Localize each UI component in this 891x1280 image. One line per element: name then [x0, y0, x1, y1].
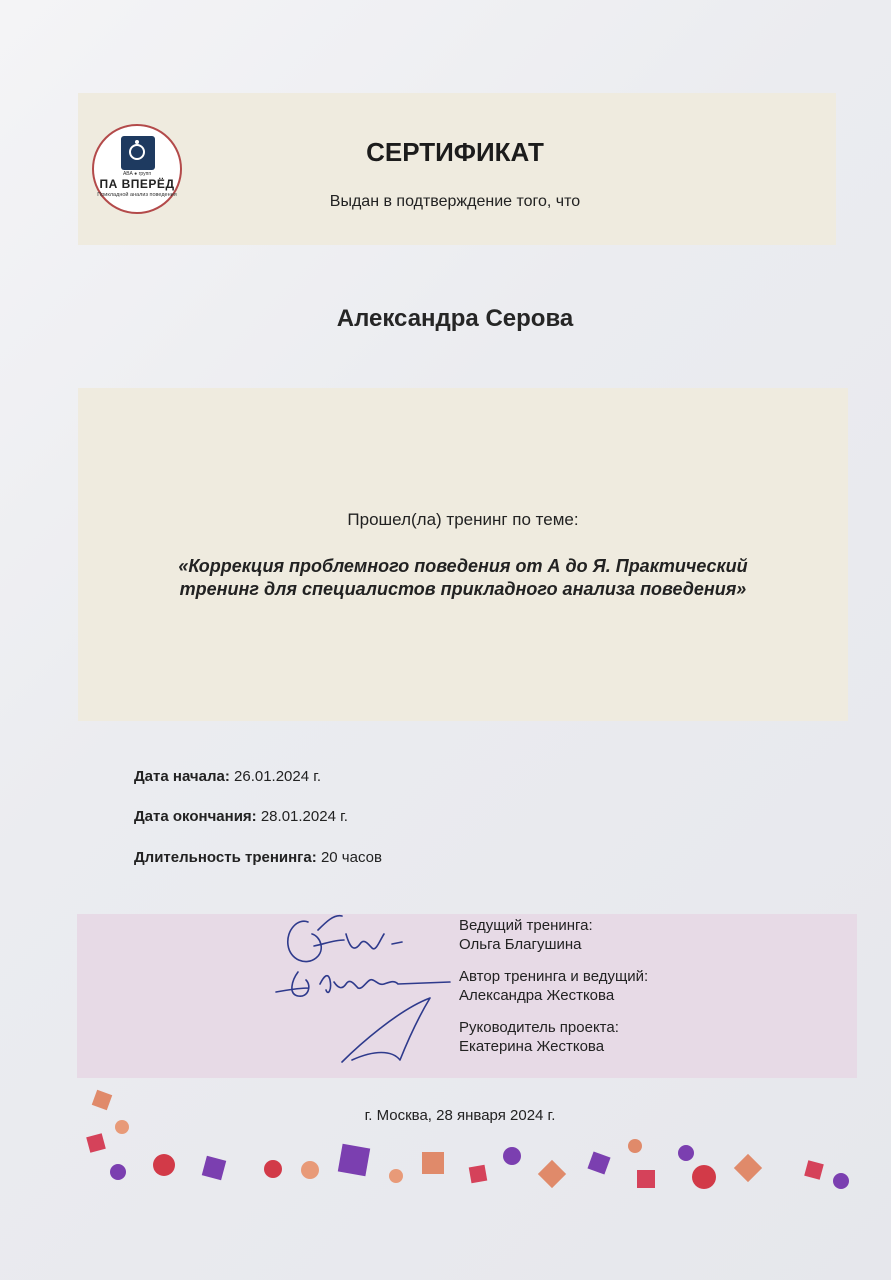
signatory-3-role: Руководитель проекта: [459, 1019, 619, 1036]
duration-row [134, 849, 382, 866]
training-topic-line-2: тренинг для специалистов прикладного анализа поведения» [179, 579, 747, 599]
signatory-2-name: Александра Жесткова [459, 987, 615, 1004]
logo [92, 124, 182, 214]
signature-1 [288, 916, 402, 962]
start-date-value: 26.01.2024 г. [234, 768, 322, 785]
signatory-3 [459, 1018, 619, 1056]
recipient-name: Александра Серова [336, 305, 574, 332]
signatory-2-role: Автор тренинга и ведущий: [459, 968, 649, 985]
signature-2 [276, 972, 450, 996]
header-band [78, 93, 836, 245]
signature-3 [342, 998, 430, 1062]
signatory-1-role: Ведущий тренинга: [459, 917, 593, 934]
duration-label: Длительность тренинга: [134, 849, 317, 866]
end-date-label: Дата окончания: [134, 808, 257, 825]
logo-subtitle: Прикладной анализ поведения [97, 192, 177, 198]
end-date-row [134, 808, 348, 825]
signatory-1-name: Ольга Благушина [459, 936, 582, 953]
start-date-row [134, 768, 321, 785]
training-topic-line-1: «Коррекция проблемного поведения от А до Я. Практический [178, 556, 748, 576]
confetti-decoration [0, 1080, 891, 1200]
duration-value: 20 часов [320, 849, 382, 866]
handwritten-signatures [268, 900, 453, 1075]
logo-small-text: АВА ● групп [122, 171, 152, 177]
end-date-value: 28.01.2024 г. [260, 808, 348, 825]
certificate-title: СЕРТИФИКАТ [366, 137, 544, 167]
issued-text: Выдан в подтверждение того, что [329, 193, 581, 210]
start-date-label: Дата начала: [134, 768, 230, 785]
training-topic [130, 555, 796, 601]
training-label: Прошел(ла) тренинг по теме: [347, 510, 579, 529]
signatory-2 [459, 967, 648, 1005]
signatory-1 [459, 916, 593, 954]
logo-emblem-icon [121, 136, 155, 170]
signatory-3-name: Екатерина Жесткова [459, 1038, 605, 1055]
city-date: г. Москва, 28 января 2024 г. [364, 1107, 556, 1124]
logo-name: ПА ВПЕРЁД [99, 177, 175, 191]
